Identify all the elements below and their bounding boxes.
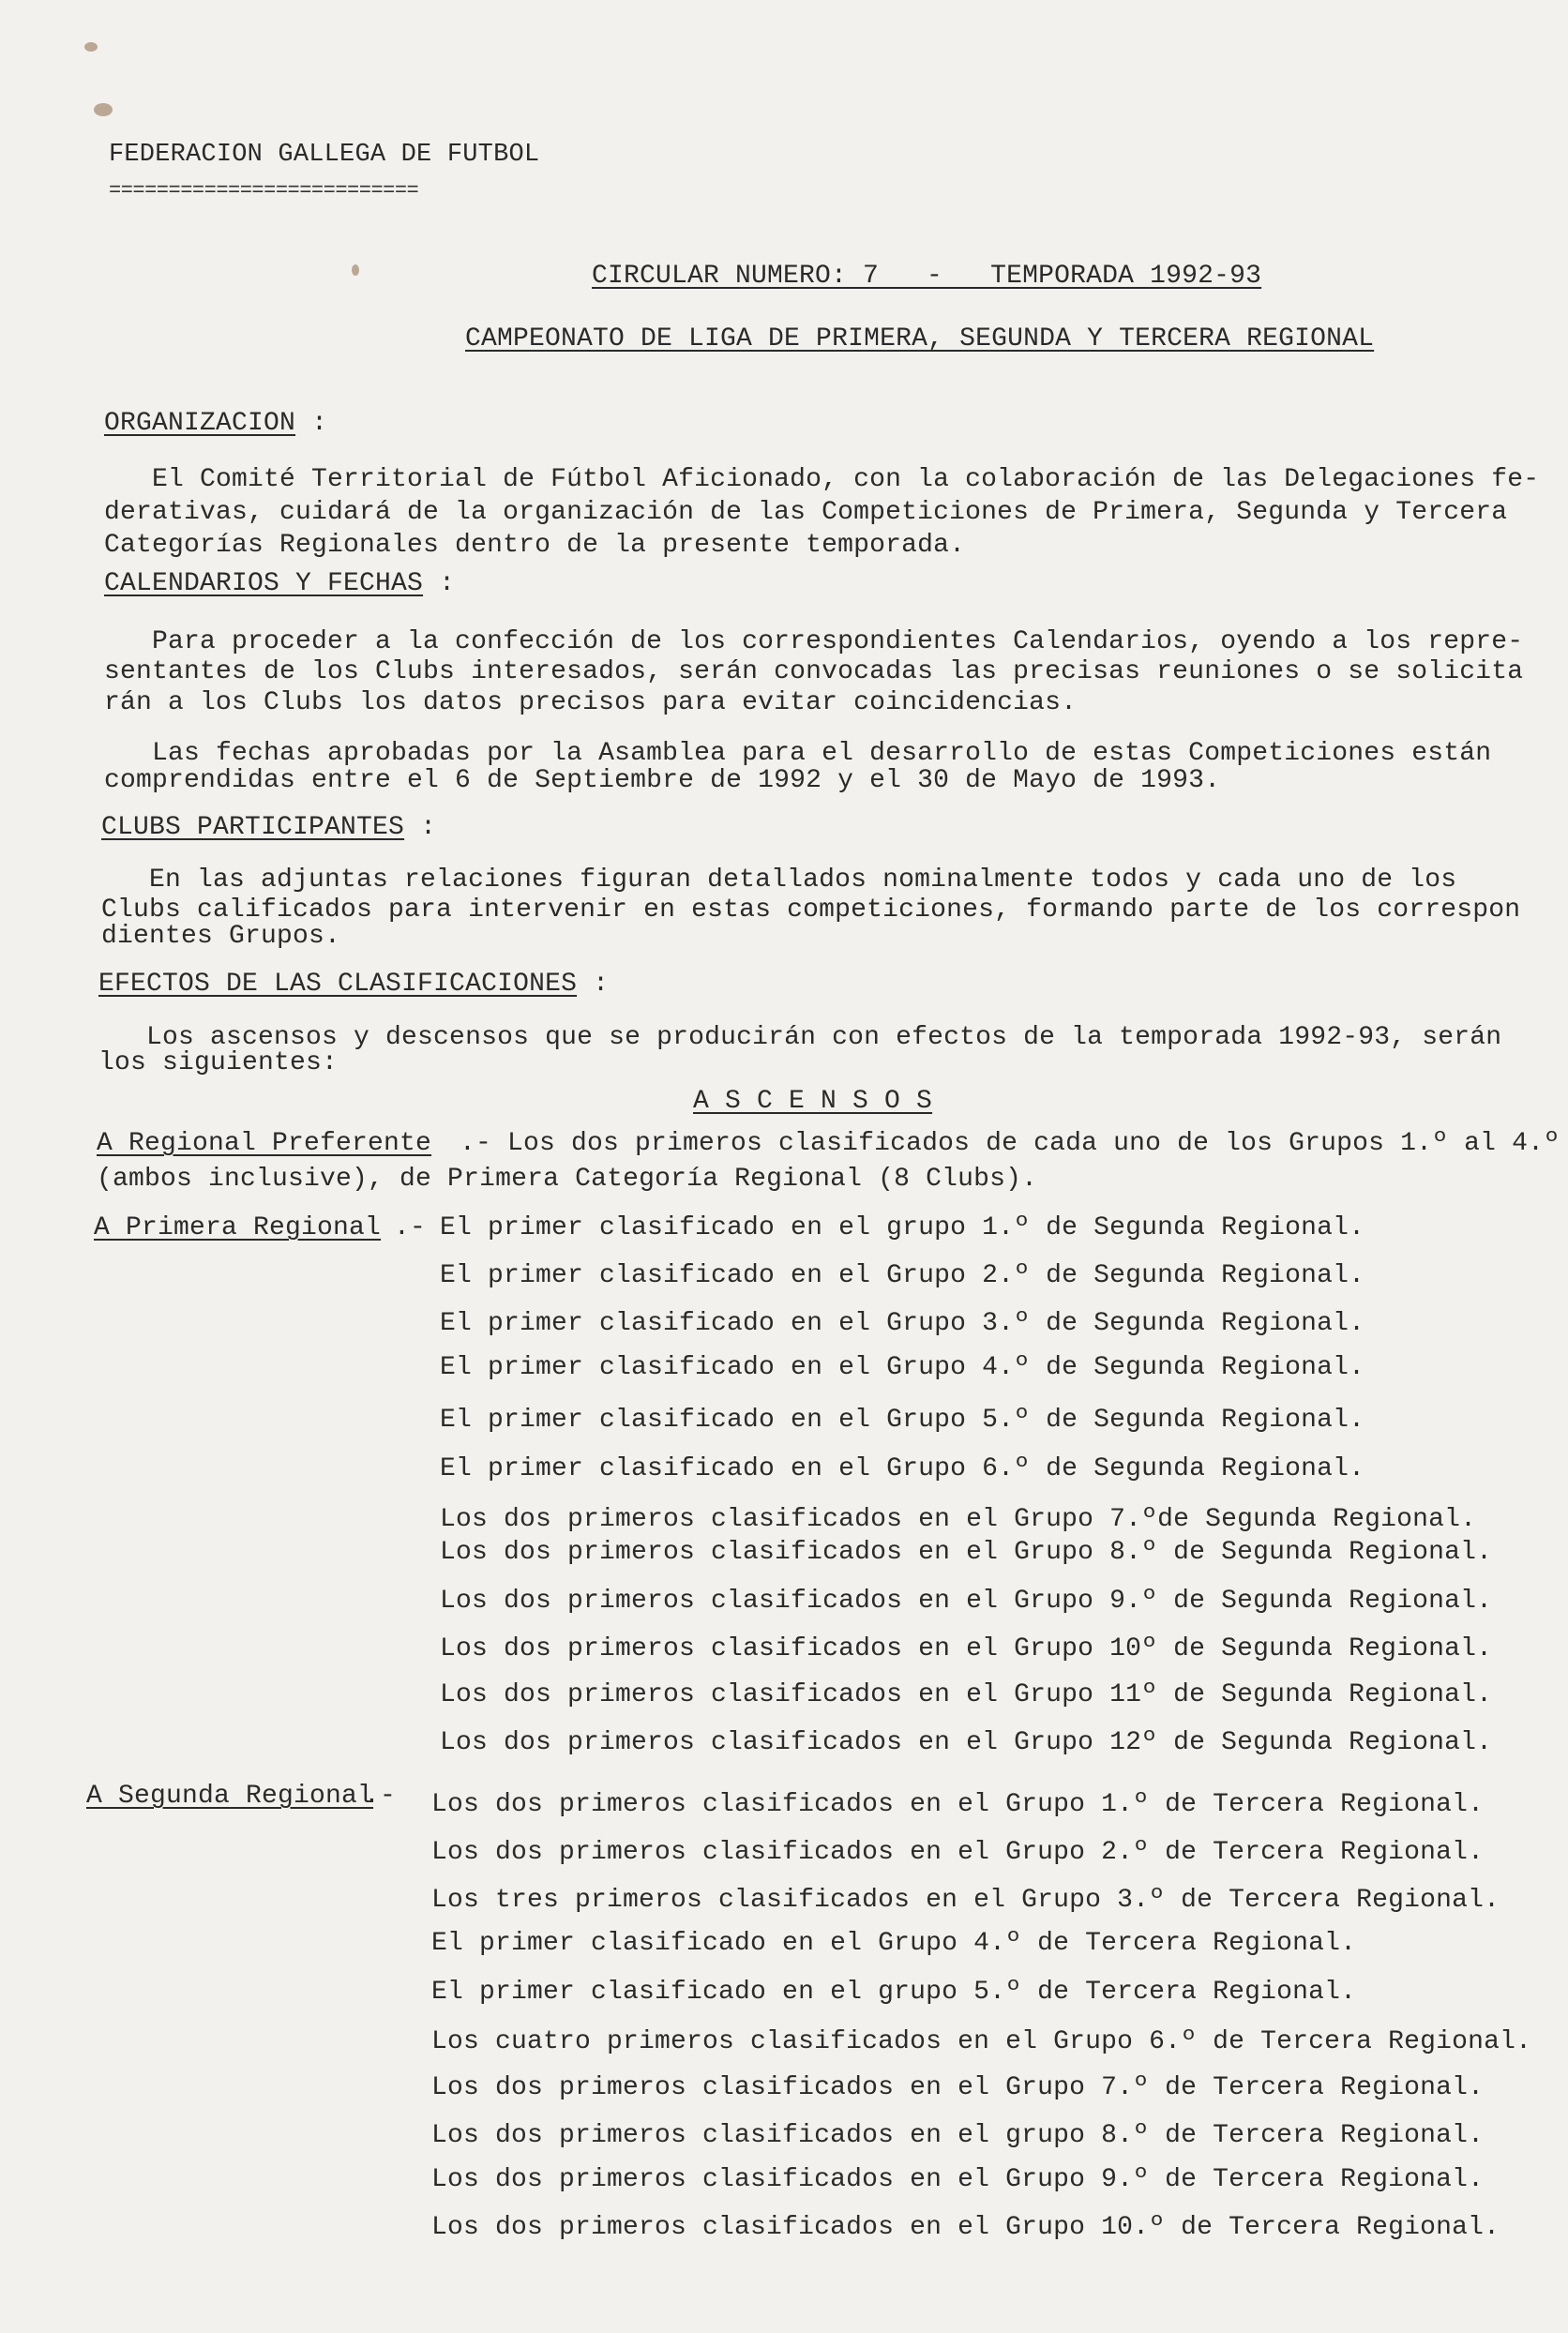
segunda-item: Los dos primeros clasificados en el Grupo 1.º de Tercera Regional. bbox=[431, 1790, 1485, 1819]
primera-item-row bbox=[440, 1308, 1364, 1340]
primera-label-suffix: .- bbox=[394, 1213, 427, 1242]
primera-item-row bbox=[440, 1727, 1492, 1759]
preferente-line: (ambos inclusive), de Primera Categoría Regional (8 Clubs). bbox=[97, 1165, 1038, 1194]
primera-label-suffix-row bbox=[394, 1212, 426, 1244]
ink-stain bbox=[84, 42, 98, 52]
section-heading-organizacion-row bbox=[104, 408, 327, 440]
organization-name: FEDERACION GALLEGA DE FUTBOL bbox=[109, 141, 540, 169]
paragraph-line-row bbox=[104, 765, 1220, 797]
paragraph-line-row bbox=[98, 1047, 338, 1079]
paragraph-line: Categorías Regionales dentro de la presente temporada. bbox=[104, 531, 966, 560]
segunda-item-row bbox=[431, 2072, 1484, 2104]
organization-name-row bbox=[109, 139, 539, 171]
circular-title-row bbox=[592, 261, 1261, 293]
section-heading-efectos-row bbox=[98, 969, 609, 1001]
section-heading-efectos: EFECTOS DE LAS CLASIFICACIONES bbox=[98, 970, 578, 999]
paragraph-line-row bbox=[104, 687, 1077, 719]
segunda-item-row bbox=[431, 1789, 1484, 1821]
section-heading-calendarios: CALENDARIOS Y FECHAS bbox=[104, 569, 424, 598]
section-heading-organizacion: ORGANIZACION bbox=[104, 409, 296, 438]
paragraph-line: los siguientes: bbox=[98, 1048, 339, 1077]
segunda-item-row bbox=[431, 1977, 1356, 2009]
segunda-item-row bbox=[431, 2212, 1500, 2244]
primera-item: El primer clasificado en el Grupo 2.º de Segunda Regional. bbox=[440, 1261, 1365, 1290]
segunda-label-row bbox=[86, 1781, 373, 1813]
paragraph-line-row bbox=[104, 497, 1507, 529]
primera-item: Los dos primeros clasificados en el Grupo 10º de Segunda Regional. bbox=[440, 1634, 1493, 1663]
primera-item: Los dos primeros clasificados en el Grupo 7.ºde Segunda Regional. bbox=[440, 1505, 1477, 1534]
preferente-line-row bbox=[97, 1164, 1037, 1196]
paragraph-line: Las fechas aprobadas por la Asamblea para el desarrollo de estas Competiciones están bbox=[104, 739, 1492, 768]
heading-colon: : bbox=[593, 970, 610, 999]
paragraph-line: rán a los Clubs los datos precisos para evitar coincidencias. bbox=[104, 688, 1078, 717]
primera-item-row bbox=[440, 1504, 1476, 1536]
section-heading-clubs: CLUBS PARTICIPANTES bbox=[101, 813, 405, 842]
paragraph-line-row bbox=[101, 921, 340, 953]
preferente-label: A Regional Preferente bbox=[97, 1129, 432, 1158]
primera-item-row bbox=[440, 1405, 1364, 1437]
heading-colon: : bbox=[439, 569, 456, 598]
primera-item: Los dos primeros clasificados en el Grupo 12º de Segunda Regional. bbox=[440, 1728, 1493, 1757]
paragraph-line: comprendidas entre el 6 de Septiembre de 1992 y el 30 de Mayo de 1993. bbox=[104, 766, 1221, 795]
circular-subject: CAMPEONATO DE LIGA DE PRIMERA, SEGUNDA Y TERCERA REGIONAL bbox=[465, 324, 1375, 354]
primera-label-row bbox=[94, 1212, 381, 1244]
preferente-line: .- Los dos primeros clasificados de cada uno de los Grupos 1.º al 4.º bbox=[460, 1129, 1560, 1158]
segunda-item: Los dos primeros clasificados en el grupo 8.º de Tercera Regional. bbox=[431, 2121, 1485, 2150]
primera-item-row bbox=[440, 1633, 1492, 1665]
preferente-label-row bbox=[97, 1128, 431, 1160]
segunda-item: El primer clasificado en el Grupo 4.º de Tercera Regional. bbox=[431, 1929, 1357, 1958]
segunda-item-row bbox=[431, 1837, 1484, 1869]
primera-label: A Primera Regional bbox=[94, 1213, 382, 1242]
paragraph-line: dientes Grupos. bbox=[101, 922, 341, 951]
paragraph-line: En las adjuntas relaciones figuran detallados nominalmente todos y cada uno de los bbox=[101, 865, 1457, 895]
segunda-item-row bbox=[431, 1885, 1500, 1917]
paragraph-line: sentantes de los Clubs interesados, serán convocadas las precisas reuniones o se solicita bbox=[104, 657, 1524, 686]
primera-item: Los dos primeros clasificados en el Grupo 8.º de Segunda Regional. bbox=[440, 1538, 1493, 1567]
segunda-label-suffix: .- bbox=[364, 1782, 397, 1811]
primera-item: El primer clasificado en el grupo 1.º de Segunda Regional. bbox=[440, 1213, 1365, 1242]
paragraph-line: Clubs calificados para intervenir en estas competiciones, formando parte de los correspon bbox=[101, 896, 1521, 925]
header-rule: ========================== bbox=[109, 179, 419, 203]
header-rule-row bbox=[109, 174, 418, 207]
primera-item: El primer clasificado en el Grupo 5.º de Segunda Regional. bbox=[440, 1406, 1365, 1435]
primera-item: El primer clasificado en el Grupo 3.º de Segunda Regional. bbox=[440, 1309, 1365, 1338]
paragraph-line: Para proceder a la confección de los correspondientes Calendarios, oyendo a los repre- bbox=[104, 627, 1524, 656]
segunda-item: Los cuatro primeros clasificados en el Grupo 6.º de Tercera Regional. bbox=[431, 2027, 1532, 2056]
segunda-item: Los tres primeros clasificados en el Grupo 3.º de Tercera Regional. bbox=[431, 1886, 1500, 1915]
primera-item-row bbox=[440, 1679, 1492, 1711]
heading-colon: : bbox=[311, 409, 328, 438]
ink-stain bbox=[352, 264, 359, 276]
ink-stain bbox=[94, 103, 113, 116]
segunda-item-row bbox=[431, 1928, 1356, 1960]
ascensos-title-row bbox=[693, 1086, 932, 1118]
segunda-item: Los dos primeros clasificados en el Grupo 2.º de Tercera Regional. bbox=[431, 1838, 1485, 1867]
primera-item-row bbox=[440, 1537, 1492, 1569]
paragraph-line: derativas, cuidará de la organización de las Competiciones de Primera, Segunda y Tercera bbox=[104, 498, 1508, 527]
paragraph-line: El Comité Territorial de Fútbol Aficionado, con la colaboración de las Delegaciones fe- bbox=[104, 465, 1540, 494]
primera-item: El primer clasificado en el Grupo 4.º de Segunda Regional. bbox=[440, 1353, 1365, 1382]
section-heading-calendarios-row bbox=[104, 568, 455, 600]
primera-item: El primer clasificado en el Grupo 6.º de Segunda Regional. bbox=[440, 1454, 1365, 1483]
segunda-item-row bbox=[431, 2120, 1484, 2152]
primera-item-row bbox=[440, 1260, 1364, 1292]
circular-subject-row bbox=[465, 324, 1374, 355]
segunda-item: Los dos primeros clasificados en el Grupo 10.º de Tercera Regional. bbox=[431, 2213, 1500, 2242]
paragraph-line-row bbox=[104, 626, 1523, 658]
primera-item-row bbox=[440, 1586, 1492, 1618]
paragraph-line-row bbox=[104, 530, 965, 562]
segunda-item: Los dos primeros clasificados en el Grupo 7.º de Tercera Regional. bbox=[431, 2073, 1485, 2102]
primera-item-row bbox=[440, 1212, 1364, 1244]
primera-item: Los dos primeros clasificados en el Grupo 9.º de Segunda Regional. bbox=[440, 1587, 1493, 1616]
segunda-item-row bbox=[431, 2164, 1484, 2196]
ascensos-title: A S C E N S O S bbox=[693, 1087, 933, 1116]
segunda-label: A Segunda Regional bbox=[86, 1782, 374, 1811]
preferente-line-row bbox=[460, 1128, 1560, 1160]
primera-item-row bbox=[440, 1352, 1364, 1384]
paragraph-line-row bbox=[104, 464, 1539, 496]
section-heading-clubs-row bbox=[101, 812, 436, 844]
segunda-item: Los dos primeros clasificados en el Grupo 9.º de Tercera Regional. bbox=[431, 2165, 1485, 2194]
paragraph-line-row bbox=[101, 865, 1456, 896]
segunda-item: El primer clasificado en el grupo 5.º de Tercera Regional. bbox=[431, 1978, 1357, 2007]
circular-title: CIRCULAR NUMERO: 7 - TEMPORADA 1992-93 bbox=[592, 262, 1262, 291]
primera-item: Los dos primeros clasificados en el Grupo 11º de Segunda Regional. bbox=[440, 1680, 1493, 1709]
segunda-item-row bbox=[431, 2026, 1531, 2058]
paragraph-line: Los ascensos y descensos que se producirán con efectos de la temporada 1992-93, serán bbox=[98, 1023, 1502, 1052]
segunda-label-suffix-row bbox=[364, 1781, 396, 1813]
paragraph-line-row bbox=[104, 656, 1523, 688]
heading-colon: : bbox=[420, 813, 437, 842]
primera-item-row bbox=[440, 1453, 1364, 1485]
